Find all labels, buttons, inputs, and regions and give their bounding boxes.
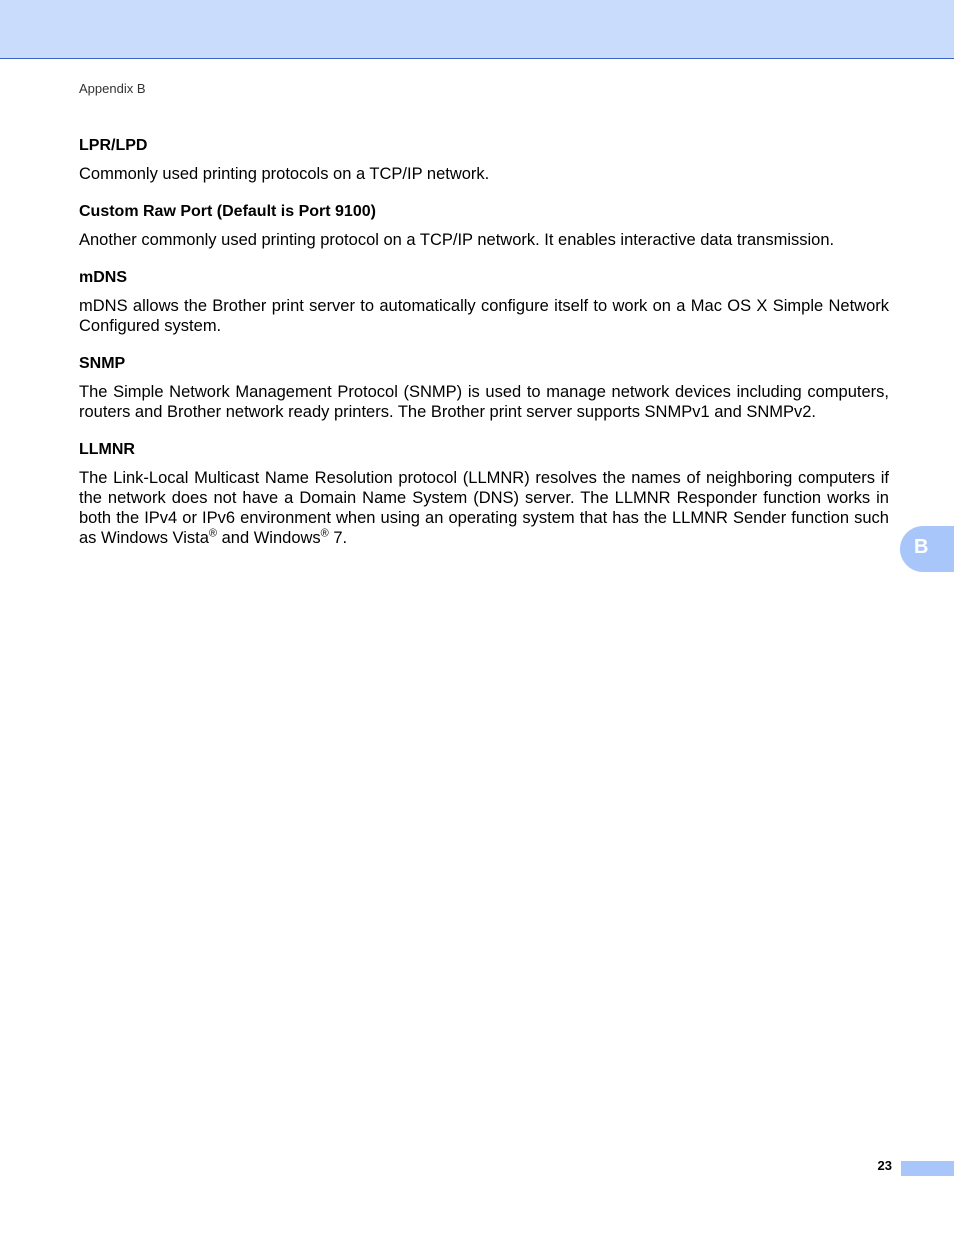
section-snmp	[79, 354, 889, 422]
section-paragraph: Commonly used printing protocols on a TCP/IP network.	[79, 165, 490, 183]
section-heading: LPR/LPD	[79, 137, 148, 154]
section-paragraph: mDNS allows the Brother print server to automatically configure itself to work on a Mac OS X Simple Network Configured system.	[79, 297, 889, 335]
registered-mark: ®	[208, 527, 218, 540]
section-mdns	[79, 268, 889, 336]
section-heading: LLMNR	[79, 441, 135, 458]
section-llmnr	[79, 440, 889, 548]
paragraph-text: 7.	[328, 529, 348, 547]
section-custom-raw-port	[79, 202, 889, 250]
section-paragraph	[79, 468, 889, 548]
section-paragraph: Another commonly used printing protocol on a TCP/IP network. It enables interactive data transmission.	[79, 231, 835, 249]
section-heading: mDNS	[79, 269, 128, 286]
section-paragraph: The Simple Network Management Protocol (SNMP) is used to manage network devices including computers, routers and Brother network ready printers. The Brother print server supports SNMPv1 and SNMPv2.	[79, 383, 889, 421]
chapter-tab-letter: B	[914, 536, 929, 558]
section-lpr-lpd	[79, 136, 889, 184]
section-heading: SNMP	[79, 355, 126, 372]
paragraph-text: The Link-Local Multicast Name Resolution protocol (LLMNR) resolves the names of neighboring computers if the network does not have a Domain Name System (DNS) server. The LLMNR Responder function works in both the IPv4 or IPv6 environment when using an operating system that has the LLMNR Sender function such as Windows Vista	[79, 469, 889, 547]
registered-mark: ®	[320, 527, 329, 540]
page-header-band	[0, 0, 954, 59]
section-heading: Custom Raw Port (Default is Port 9100)	[79, 203, 376, 220]
page-number: 23	[877, 1158, 892, 1173]
page-number-bar	[901, 1161, 954, 1176]
running-header: Appendix B	[79, 81, 146, 96]
paragraph-text: and Windows	[217, 529, 321, 547]
document-body	[79, 136, 889, 548]
